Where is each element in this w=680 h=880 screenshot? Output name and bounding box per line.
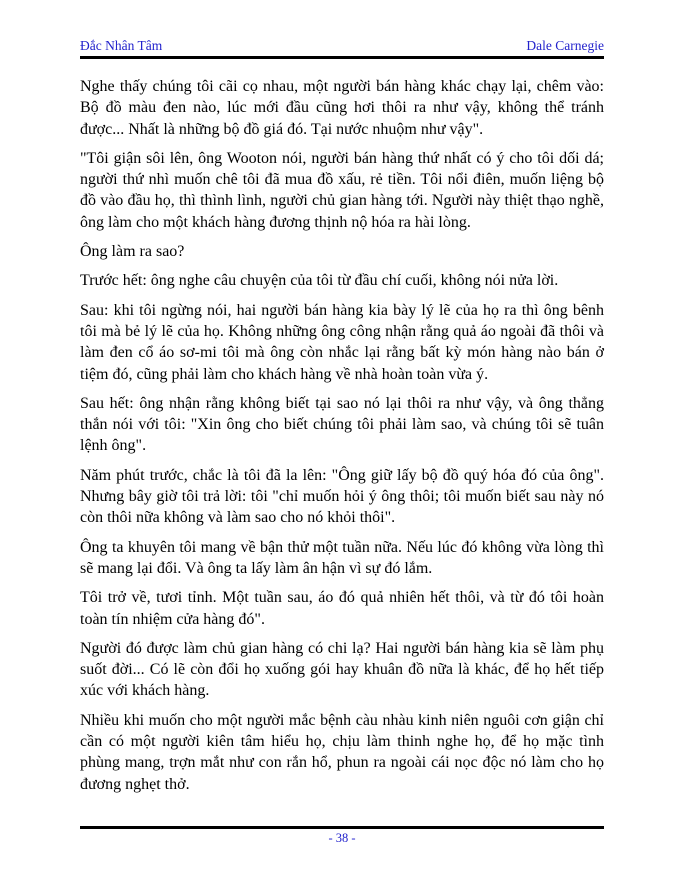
- page-body: [80, 76, 604, 803]
- paragraph: Tôi trở về, tươi tỉnh. Một tuần sau, áo đó quả nhiên hết thôi, và từ đó tôi hoàn toàn tín nhiệm cửa hàng đó".: [80, 589, 604, 628]
- header-rule: [80, 56, 604, 59]
- paragraph: Năm phút trước, chắc là tôi đã la lên: "Ông giữ lấy bộ đồ quý hóa đó của ông". Nhưng bây giờ tôi trả lời: tôi "chỉ muốn hỏi ý ông thôi; tôi muốn biết sau này nó còn thôi nữa không và làm sao cho nó khỏi thôi".: [80, 466, 604, 527]
- footer-rule: [80, 826, 604, 829]
- paragraph: Ông ta khuyên tôi mang về bận thử một tuần nữa. Nếu lúc đó không vừa lòng thì sẽ mang lại đổi. Và ông ta lấy làm ân hận vì sự đó lắm.: [80, 538, 604, 577]
- paragraph: Ông làm ra sao?: [80, 243, 185, 261]
- header-book-title: Đắc Nhân Tâm: [80, 38, 163, 53]
- paragraph: Nhiều khi muốn cho một người mắc bệnh càu nhàu kinh niên nguôi cơn giận chỉ cần có một người kiên tâm hiểu họ, chịu làm thinh nghe họ, để họ mặc tình phùng mang, trợn mắt như con rắn hổ, phun ra ngoài cái nọc độc nó làm cho họ đương nghẹt thở.: [80, 711, 604, 793]
- page-header: [80, 38, 604, 54]
- paragraph: "Tôi giận sôi lên, ông Wooton nói, người bán hàng thứ nhất có ý cho tôi dối dá; người thứ nhì muốn chê tôi đã mua đồ xấu, rẻ tiền. Tôi nổi điên, muốn liệng bộ đồ vào đầu họ, thì thình lình, người chủ gian hàng tới. Người này thiệt thạo nghề, ông làm cho một khách hàng đương thịnh nộ hóa ra hài lòng.: [80, 149, 604, 231]
- paragraph: Sau hết: ông nhận rằng không biết tại sao nó lại thôi ra như vậy, và ông thẳng thắn nói với tôi: "Xin ông cho biết chúng tôi phải làm sao, và chúng tôi sẽ tuân lệnh ông".: [80, 394, 604, 455]
- paragraph: Trước hết: ông nghe câu chuyện của tôi từ đầu chí cuối, không nói nửa lời.: [80, 272, 559, 290]
- paragraph: Nghe thấy chúng tôi cãi cọ nhau, một người bán hàng khác chạy lại, chêm vào: Bộ đồ màu đen nào, lúc mới đầu cũng hơi thôi ra như vậy, không thể tránh được... Nhất là những bộ đồ giá đó. Tại nước nhuộm như vậy".: [80, 78, 604, 138]
- paragraph: Người đó được làm chủ gian hàng có chi lạ? Hai người bán hàng kia sẽ làm phụ suốt đời... Có lẽ còn đổi họ xuống gói hay khuân đồ nữa là khác, để họ hết tiếp xúc với khách hàng.: [80, 639, 604, 700]
- paragraph: Sau: khi tôi ngừng nói, hai người bán hàng kia bày lý lẽ của họ ra thì ông bênh tôi mà bẻ lý lẽ của họ. Không những ông công nhận rằng quả áo ngoài đã thôi và làm đen cổ áo sơ-mi tôi mà ông còn nhắc lại rằng bất kỳ món hàng nào bán ở tiệm đó, cũng phải làm cho khách hàng về nhà hoàn toàn vừa ý.: [80, 301, 604, 383]
- page-number: - 38 -: [328, 831, 356, 845]
- header-author: Dale Carnegie: [526, 38, 604, 53]
